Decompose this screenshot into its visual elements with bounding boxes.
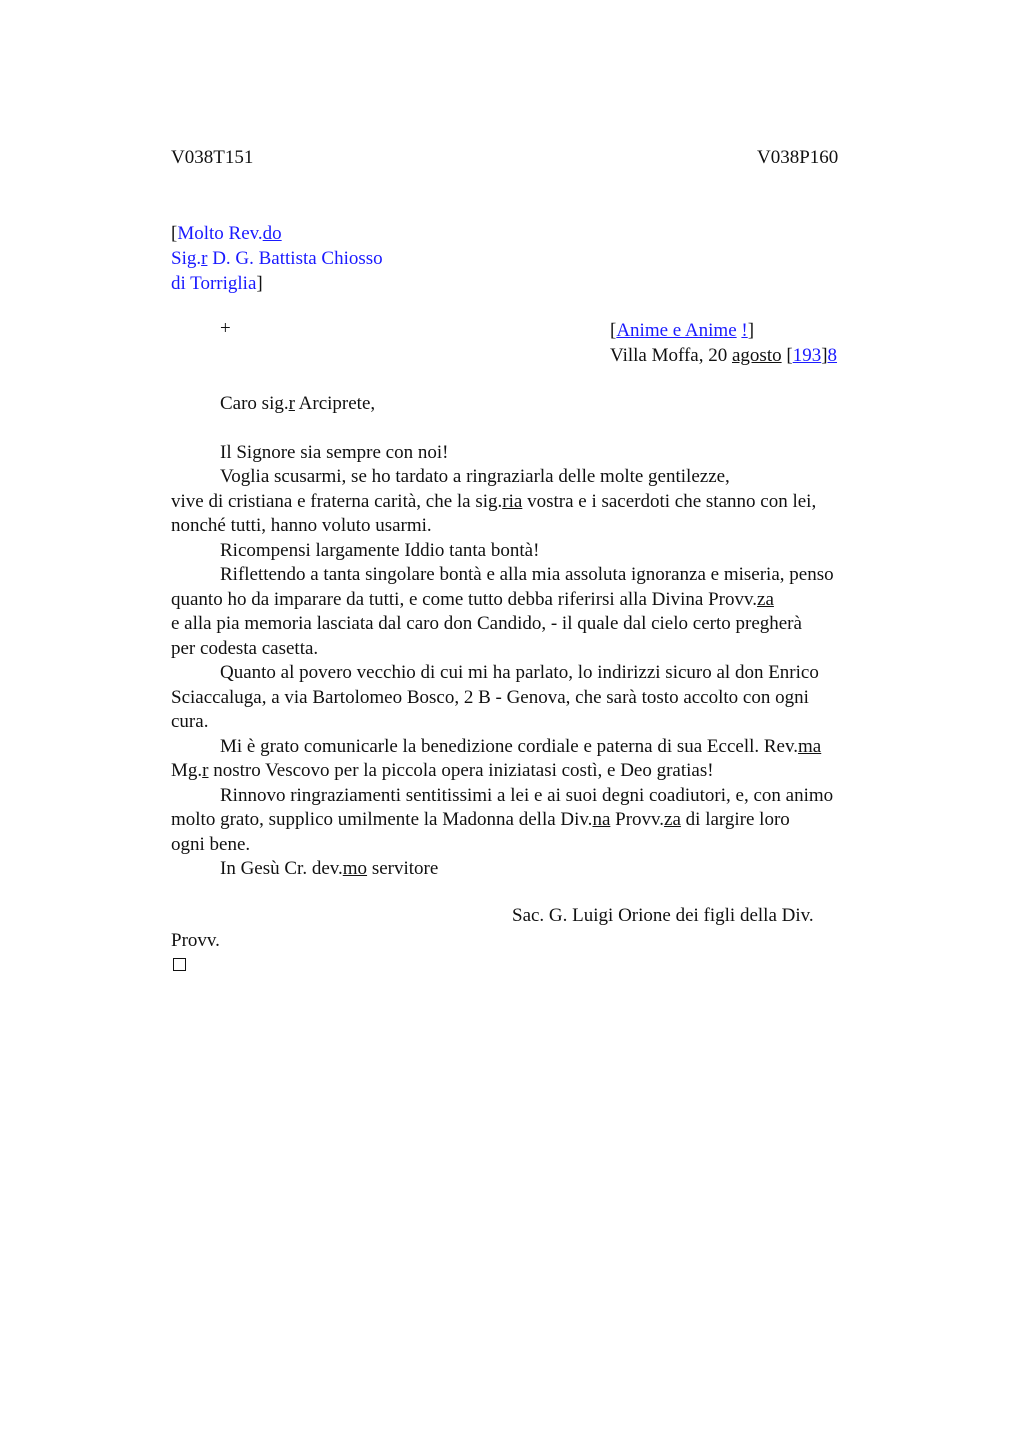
body-line: Il Signore sia sempre con noi!: [220, 442, 449, 463]
body-line: vive di cristiana e fraterna carità, che la sig.ria vostra e i sacerdoti che stanno con lei,: [171, 491, 817, 512]
place-date: Villa Moffa, 20 agosto [193]8: [610, 345, 838, 366]
body-line: Mi è grato comunicarle la benedizione cordiale e paterna di sua Eccell. Rev.ma: [220, 736, 822, 757]
closing-line: In Gesù Cr. dev.mo servitore: [220, 858, 439, 879]
salutation: Caro sig.r Arciprete,: [220, 393, 376, 414]
body-line: cura.: [171, 711, 209, 732]
body-line: Mg.r nostro Vescovo per la piccola opera iniziatasi costì, e Deo gratias!: [171, 760, 714, 781]
body-line: Quanto al povero vecchio di cui mi ha parlato, lo indirizzi sicuro al don Enrico: [220, 662, 819, 683]
body-line: molto grato, supplico umilmente la Madonna della Div.na Provv.za di largire loro: [171, 809, 790, 830]
recipient-line-3: di Torriglia]: [171, 273, 263, 294]
signature-line: Sac. G. Luigi Orione dei figli della Div.: [512, 905, 814, 926]
body-line: quanto ho da imparare da tutti, e come tutto debba riferirsi alla Divina Provv.za: [171, 589, 774, 610]
recipient-line-2: Sig.r D. G. Battista Chiosso: [171, 248, 383, 269]
body-line: nonché tutti, hanno voluto usarmi.: [171, 515, 432, 536]
document-code-right: V038P160: [757, 147, 839, 168]
end-marker-box: [173, 958, 186, 971]
body-line: Voglia scusarmi, se ho tardato a ringraziarla delle molte gentilezze,: [220, 466, 730, 487]
body-line: Sciaccaluga, a via Bartolomeo Bosco, 2 B - Genova, che sarà tosto accolto con ogni: [171, 687, 809, 708]
recipient-block: [171, 221, 383, 296]
cross-mark: +: [220, 318, 231, 339]
year-link[interactable]: 193: [792, 345, 822, 366]
anime-e-anime-link[interactable]: Anime e Anime: [616, 320, 737, 341]
recipient-line-1: [Molto Rev.do: [171, 223, 282, 244]
heading-title: [Anime e Anime !]: [610, 320, 755, 341]
body-line: Ricompensi largamente Iddio tanta bontà!: [220, 540, 540, 561]
body-line: ogni bene.: [171, 834, 251, 855]
body-line: e alla pia memoria lasciata dal caro don Candido, - il quale dal cielo certo pregherà: [171, 613, 802, 634]
body-line: Rinnovo ringraziamenti sentitissimi a lei e ai suoi degni coadiutori, e, con animo: [220, 785, 834, 806]
body-line: per codesta casetta.: [171, 638, 319, 659]
body-line: Riflettendo a tanta singolare bontà e alla mia assoluta ignoranza e miseria, penso: [220, 564, 834, 585]
place-date-block: [610, 318, 837, 368]
document-code-left: V038T151: [171, 147, 254, 168]
signature-line-continued: Provv.: [171, 930, 220, 951]
